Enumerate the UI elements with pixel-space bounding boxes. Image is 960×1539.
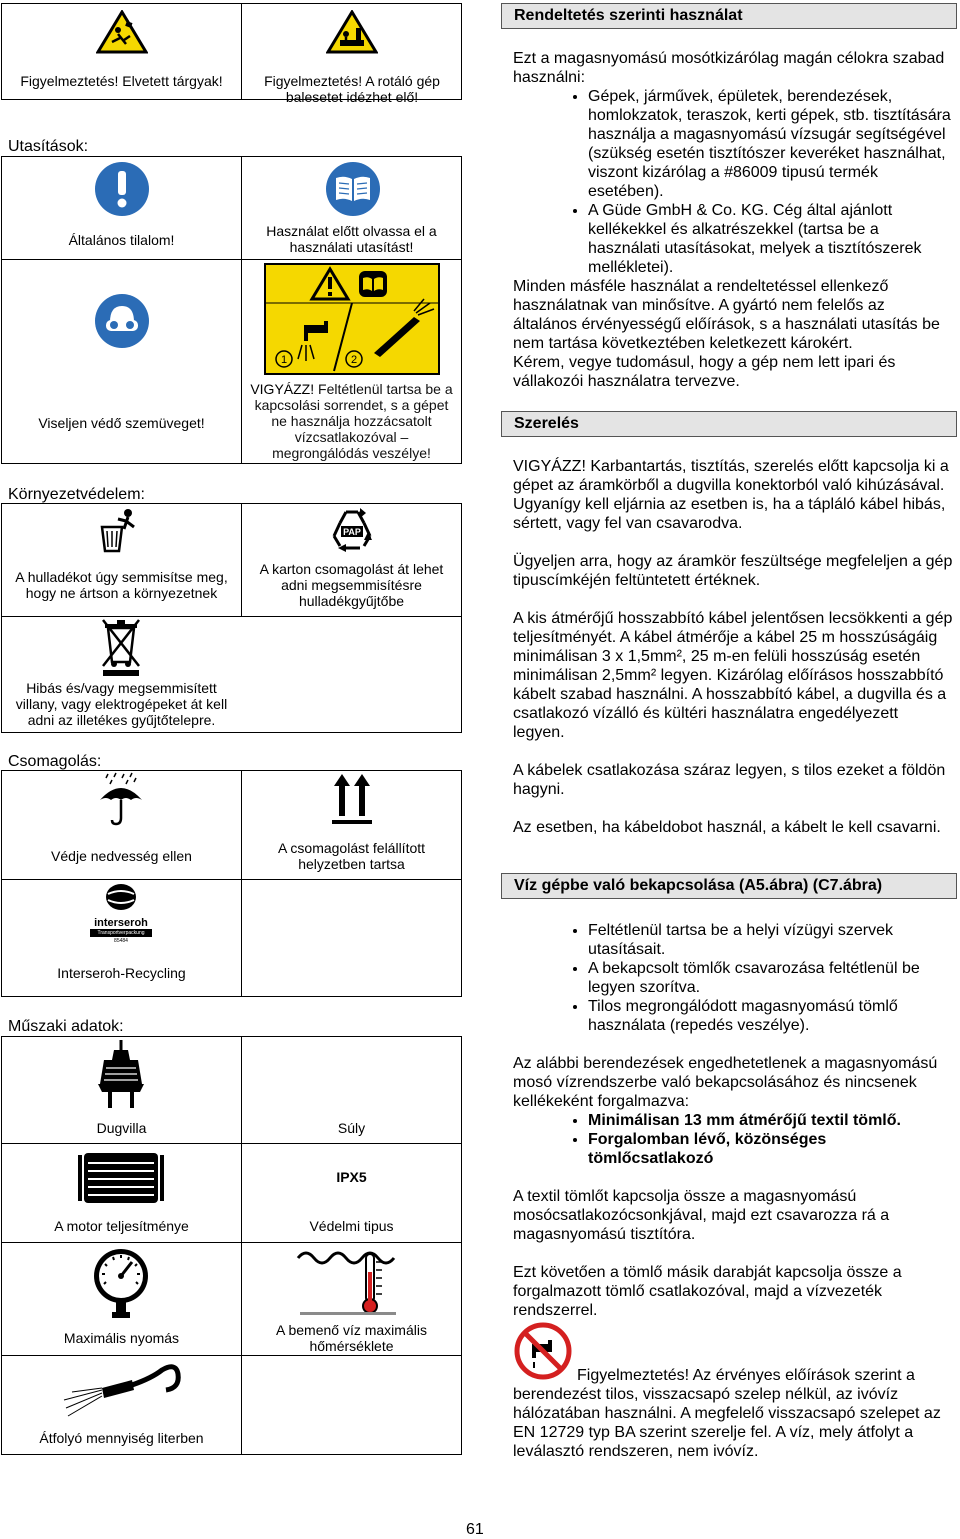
water-connection-item: • Tilos megrongálódott magasnyomású tömlő használata (repedés veszélye). [588, 997, 953, 1035]
connection-order-sign-icon [264, 263, 440, 375]
water-connection-warning-text: Figyelmeztetés! Az érvényes előírások szerint a berendezést tilos, visszacsapó szelep nélkül, az ivóvíz hálózatában használni. A megfelelő visszacsapó szelepet az EN 12729 typ BA szerint szerelje fel. A víz, mely átfolyt a leválasztó rendszeren, nem ivóvíz. [513, 1367, 941, 1460]
read-manual-icon [324, 160, 382, 218]
section-bar-intended-use: Rendeltetés szerinti használat [501, 3, 957, 29]
tech-caption-motor: A motor teljesítménye [54, 1218, 189, 1234]
instruction-caption-read-manual: Használat előtt olvassa el a használati utasítást! [266, 223, 437, 255]
tech-heading: Műszaki adatok: [8, 1018, 124, 1035]
this-way-up-icon [330, 772, 374, 826]
water-connection-required-list [513, 1111, 953, 1168]
falling-objects-warning-icon [96, 10, 148, 54]
plug-icon [94, 1038, 148, 1110]
general-prohibition-icon [93, 160, 151, 218]
water-connection-warning [513, 1366, 953, 1461]
intended-use-list [513, 87, 953, 277]
crossed-bin-icon [99, 618, 143, 676]
instruction-caption-prohibition: Általános tilalom! [68, 232, 175, 248]
environment-heading: Környezetvédelem: [8, 486, 145, 503]
section-bar-water-connection: Víz gépbe való bekapcsolása (A5.ábra) (C7.ábra) [501, 873, 957, 899]
env-caption-pap: A karton csomagolást át lehet adni megsemmisítésre hulladékgyűjtőbe [259, 561, 444, 609]
interseroh-logo-num: 85484 [114, 938, 128, 944]
instruction-caption-goggles: Viseljen védő szemüveget! [38, 415, 205, 431]
page-number: 61 [466, 1521, 484, 1538]
env-caption-crossed-bin: Hibás és/vagy megsemmisített villany, vagy elektrogépeket át kell adni az illetékes gyűjtőtelepre. [15, 680, 228, 728]
assembly-paragraph: A kis átmérőjű hosszabbító kábel jelentősen lecsökkenti a gép teljesítményét. A kábel átmérője a kábel 25 m hosszúságáig minimálisan 3 x 1,5mm², 25 m-en felüli hosszúság esetén minimálisan 2,5mm² legyen. Kizárólag előírásos hosszabbító kábelt szabad használni. A hosszabbító kábel, a dugvilla és a csatlakozó vízálló és kültéri használatra engedélyezett legyen. [513, 610, 953, 741]
assembly-paragraph: Az esetben, ha kábeldobot használ, a kábelt le kell csavarni. [513, 819, 941, 836]
intended-use-intro: Ezt a magasnyomású mosótkizárólag magán célokra szabad használni: [513, 50, 945, 86]
pap-label: PAP [343, 527, 361, 537]
water-thermometer-icon [296, 1246, 406, 1316]
safety-goggles-icon [93, 292, 151, 350]
interseroh-globe-icon [104, 882, 138, 912]
pack-cell-empty [241, 879, 462, 997]
intended-use-item: • A Güde GmbH & Co. KG. Cég által ajánlott kellékekkel és alkatrészekkel (tartsa be a használati utasításokat, melyek a tisztítószerek mellékletei). [588, 201, 953, 277]
instruction-cell-goggles [1, 259, 242, 464]
pack-caption-umbrella: Védje nedvesség ellen [51, 848, 192, 864]
tech-ipx5: IPX5 [336, 1169, 367, 1185]
assembly-paragraph [513, 457, 953, 533]
pack-caption-this-way-up: A csomagolást felállított helyzetben tartsa [277, 840, 426, 872]
water-connection-required-item: • Forgalomban lévő, közönséges tömlőcsatlakozó [588, 1130, 953, 1168]
connection-warning-text: Feltétlenül tartsa be a kapcsolási sorrendet, s a gépet ne használja hozzácsatolt vízcsatlakozóval – megrongálódás veszélye! [254, 381, 453, 461]
tech-caption-weight: Súly [337, 1120, 366, 1136]
assembly-text [513, 457, 953, 837]
intended-use-paragraph: Minden másféle használat a rendeltetéssel ellenkező használatnak van minősítve. A gyártó nem felelős az általános érvényességű előírások, s a használati utasítás be nem tartása következtében keletkezett károkért. [513, 278, 940, 352]
connection-warning-prefix: VIGYÁZZ! [250, 381, 315, 397]
instructions-heading: Utasítások: [8, 138, 89, 155]
tech-caption-water-temp: A bemenő víz maximális hőmérséklete [276, 1322, 427, 1354]
env-caption-waste: A hulladékot úgy semmisítse meg, hogy ne ártson a környezetnek [15, 569, 228, 601]
interseroh-logo-name: interseroh [94, 917, 148, 929]
water-connection-item: • A bekapcsolt tömlők csavarozása feltétlenül be legyen szorítva. [588, 959, 953, 997]
section-bar-assembly: Szerelés [501, 411, 957, 437]
pap-recycling-icon [326, 506, 378, 552]
water-connection-required-item: • Minimálisan 13 mm átmérőjű textil tömlő. [588, 1111, 953, 1130]
spray-hose-icon [62, 1360, 182, 1420]
tech-cell-flow-empty [241, 1355, 462, 1455]
assembly-paragraph: Ügyeljen arra, hogy az áramkör feszültsége megfeleljen a gép tipuscímkéjén feltüntetett értéknek. [513, 553, 953, 589]
motor-icon [76, 1149, 166, 1207]
packaging-heading: Csomagolás: [8, 753, 102, 770]
intended-use-text [513, 49, 953, 391]
intended-use-item: • Gépek, járművek, épületek, berendezések, homlokzatok, teraszok, kerti gépek, stb. tisztítására használja a magasnyomású vízsugár segítségével (szükség esetén tisztítószer keveréket használhat, viszont kizárólag a #86009 tipusú termék esetében). [588, 87, 953, 201]
rotating-machine-warning-icon [326, 10, 378, 54]
water-connection-list [513, 921, 953, 1035]
connection-step-two: 2 [350, 354, 358, 366]
water-connection-paragraph: A textil tömlőt kapcsolja össze a magasnyomású mosócsatlakozócsonkjával, majd ezt csavarozza rá a magasnyomású tisztítóra. [513, 1188, 890, 1243]
assembly-warning-prefix: VIGYÁZZ! [513, 458, 586, 475]
warning-caption-rotating-machine: Figyelmeztetés! A rotáló gép balesetet idézhet elő! [264, 73, 440, 105]
intended-use-paragraph: Kérem, vegye tudomásul, hogy a gép nem lett ipari és vállakozói használatra tervezve. [513, 354, 896, 390]
water-connection-paragraph: Az alábbi berendezések engedhetetlenek a magasnyomású mosó vízrendszerbe való bekapcsolásához és nincsenek kellékeként forgalmazva: [513, 1055, 938, 1110]
instruction-caption-connection-order [248, 381, 455, 461]
warning-caption-falling-objects: Figyelmeztetés! Elvetett tárgyak! [20, 73, 223, 89]
tech-caption-protection: Védelmi tipus [309, 1218, 394, 1234]
connection-step-one: 1 [280, 354, 288, 366]
assembly-warning-body: Karbantartás, tisztítás, szerelés előtt kapcsolja ki a gépet az áramkörből a dugvilla konektorból való kihúzásával. Ugyanígy kell eljárnia az esetben is, ha a tápláló kábel hibás, sértett, vagy fel van csavarodva. [513, 458, 949, 532]
umbrella-rain-icon [96, 772, 146, 826]
pressure-gauge-icon [90, 1246, 152, 1320]
assembly-paragraph: A kábelek csatlakozása száraz legyen, s tilos ezeket a földön hagyni. [513, 762, 946, 798]
interseroh-logo-icon [90, 882, 152, 948]
interseroh-logo-sub: Transportverpackung [90, 929, 152, 937]
tech-caption-pressure: Maximális nyomás [63, 1330, 180, 1346]
waste-bin-icon [98, 507, 144, 553]
water-connection-item: • Feltétlenül tartsa be a helyi vízügyi szervek utasításait. [588, 921, 953, 959]
water-connection-text [513, 921, 953, 1320]
pack-caption-interseroh: Interseroh-Recycling [57, 965, 186, 981]
tech-caption-flow: Átfolyó mennyiség literben [39, 1430, 204, 1446]
water-connection-paragraph: Ezt követően a tömlő másik darabját kapcsolja össze a forgalmazott tömlő csatlakozóval, majd a vízvezeték rendszerrel. [513, 1264, 902, 1319]
tech-caption-plug: Dugvilla [96, 1120, 147, 1136]
